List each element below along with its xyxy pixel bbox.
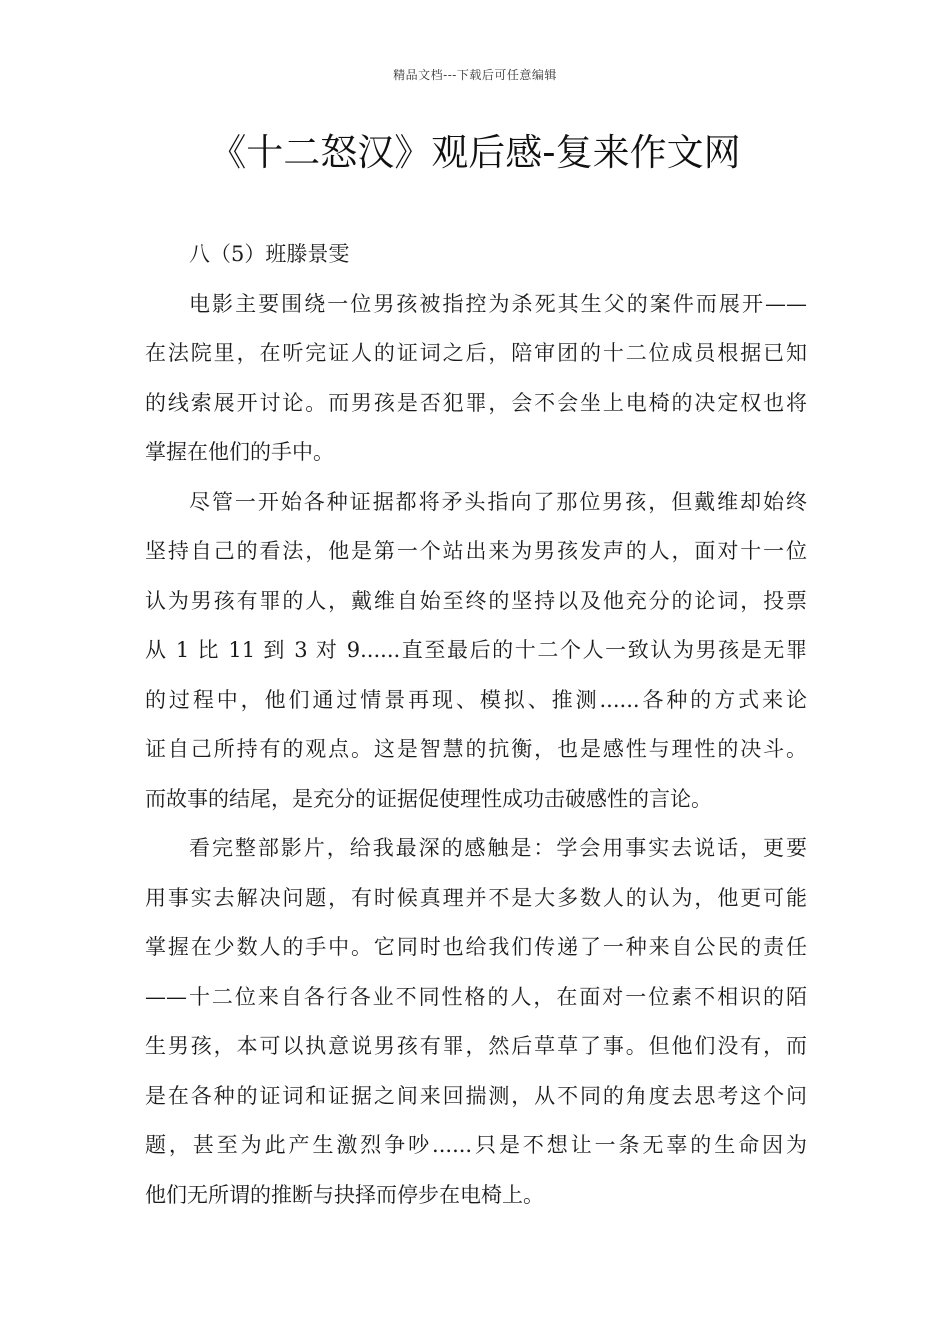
text-line: 掌握在少数人的手中。它同时也给我们传递了一种来自公民的责任 (145, 935, 807, 959)
text-line: 他们无所谓的推断与抉择而停步在电椅上。 (145, 1182, 544, 1207)
text-line: 认为男孩有罪的人，戴维自始至终的坚持以及他充分的论词，投票 (145, 588, 807, 613)
paragraph-3 (145, 824, 807, 1220)
text-line: 题，甚至为此产生激烈争吵......只是不想让一条无辜的生命因为 (145, 1133, 807, 1157)
text-line: 是在各种的证词和证据之间来回揣测，从不同的角度去思考这个问 (145, 1083, 807, 1108)
text-line: 掌握在他们的手中。 (145, 440, 334, 464)
text-line: 电影主要围绕一位男孩被指控为杀死其生父的案件而展开—— (189, 291, 807, 316)
text-line: 坚持自己的看法，他是第一个站出来为男孩发声的人，面对十一位 (145, 539, 807, 563)
document-body (145, 230, 807, 1220)
text-line: 看完整部影片，给我最深的感触是：学会用事实去说话，更要 (189, 836, 807, 860)
paragraph-1 (145, 280, 807, 478)
text-line: 用事实去解决问题，有时候真理并不是大多数人的认为，他更可能 (145, 885, 807, 910)
text-line: 尽管一开始各种证据都将矛头指向了那位男孩，但戴维却始终 (189, 489, 807, 514)
text-line: ——十二位来自各行各业不同性格的人，在面对一位素不相识的陌 (145, 984, 807, 1009)
text-line: 而故事的结尾，是充分的证据促使理性成功击破感性的言论。 (145, 786, 712, 811)
text-line: 从 1 比 11 到 3 对 9......直至最后的十二个人一致认为男孩是无罪 (145, 638, 807, 662)
header-note: 精品文档---下载后可任意编辑 (393, 68, 557, 82)
text-line: 在法院里，在听完证人的证词之后，陪审团的十二位成员根据已知 (145, 341, 807, 365)
text-line: 证自己所持有的观点。这是智慧的抗衡，也是感性与理性的决斗。 (145, 737, 807, 761)
text-line: 的过程中，他们通过情景再现、模拟、推测......各种的方式来论 (145, 687, 807, 712)
text-line: 的线索展开讨论。而男孩是否犯罪，会不会坐上电椅的决定权也将 (145, 390, 807, 415)
text-line: 生男孩，本可以执意说男孩有罪，然后草草了事。但他们没有，而 (145, 1034, 807, 1058)
paragraph-2 (145, 478, 807, 825)
author-line: 八（5）班滕景雯 (189, 242, 350, 266)
document-title: 《十二怒汉》观后感-复来作文网 (209, 131, 741, 174)
